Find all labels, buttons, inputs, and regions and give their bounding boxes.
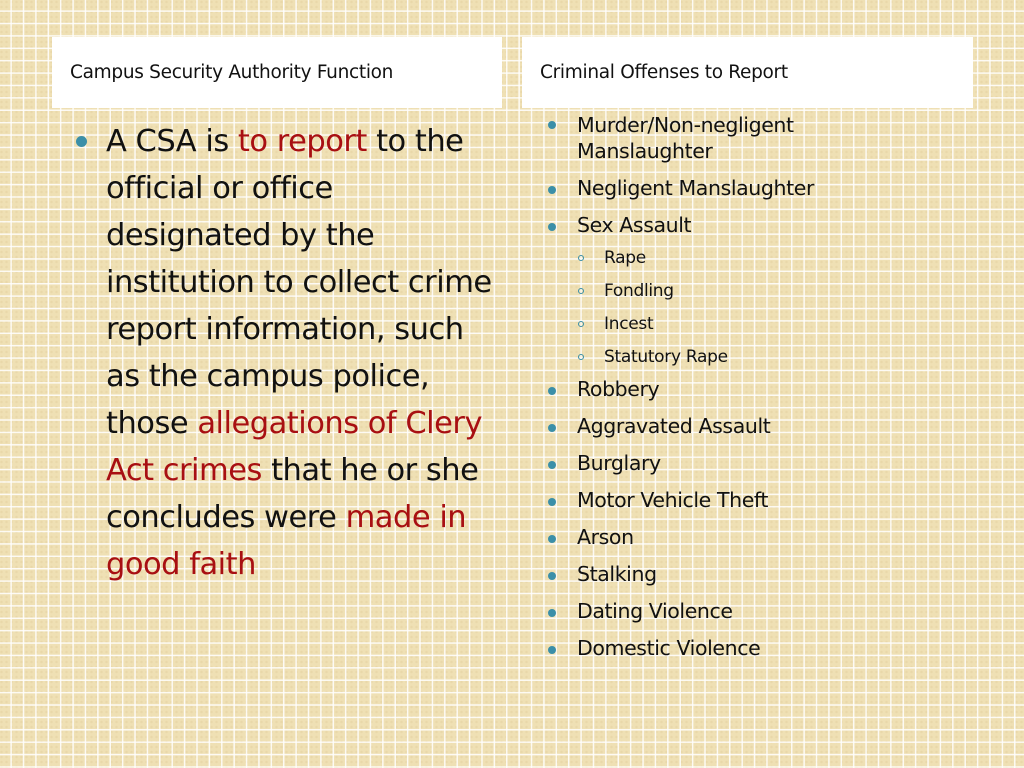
- text-segment: that he or she concludes were: [106, 453, 479, 535]
- bullet-dot-icon: [548, 424, 556, 432]
- list-item: Domestic Violence: [548, 637, 968, 660]
- bullet-dot-icon: [548, 121, 556, 129]
- ring-bullet-icon: [578, 255, 584, 261]
- list-item: Dating Violence: [548, 600, 968, 623]
- ring-bullet-icon: [578, 288, 584, 294]
- bullet-dot-icon: [548, 646, 556, 654]
- bullet-dot-icon: [548, 572, 556, 580]
- list-item: Sex Assault: [548, 214, 968, 237]
- list-item: Arson: [548, 526, 968, 549]
- list-item: Stalking: [548, 563, 968, 586]
- list-item: Motor Vehicle Theft: [548, 489, 968, 512]
- list-item: Robbery: [548, 378, 968, 401]
- sub-list-item: Rape: [548, 247, 968, 269]
- text-segment: to the official or office designated by the institution to collect crime report information, such as the campus police, those: [106, 124, 492, 441]
- ring-bullet-icon: [578, 354, 584, 360]
- bullet-dot-icon: [76, 136, 87, 147]
- left-column-header: [52, 37, 502, 108]
- sub-list-item: Incest: [548, 313, 968, 335]
- bullet-dot-icon: [548, 186, 556, 194]
- ring-bullet-icon: [578, 321, 584, 327]
- highlight-to-report: to report: [237, 124, 367, 159]
- bullet-dot-icon: [548, 387, 556, 395]
- sub-list-item: Statutory Rape: [548, 346, 968, 368]
- right-header-title: Criminal Offenses to Report: [540, 62, 788, 83]
- bullet-dot-icon: [548, 609, 556, 617]
- csa-function-bullet: [74, 118, 504, 588]
- left-header-title: Campus Security Authority Function: [70, 62, 394, 83]
- text-segment: A CSA is: [106, 124, 238, 159]
- csa-function-body: [74, 118, 504, 588]
- right-column-header: [522, 37, 973, 108]
- bullet-dot-icon: [548, 498, 556, 506]
- list-item: Aggravated Assault: [548, 415, 968, 438]
- bullet-dot-icon: [548, 223, 556, 231]
- list-item: Negligent Manslaughter: [548, 177, 968, 200]
- bullet-dot-icon: [548, 535, 556, 543]
- bullet-dot-icon: [548, 461, 556, 469]
- list-item: Burglary: [548, 452, 968, 475]
- highlight-good-faith: made in good faith: [106, 500, 467, 582]
- offenses-list: [548, 112, 968, 660]
- sub-list-item: Fondling: [548, 280, 968, 302]
- highlight-allegations: allegations of Clery Act crimes: [106, 406, 482, 488]
- list-item: Murder/Non-negligent Manslaughter: [548, 112, 968, 164]
